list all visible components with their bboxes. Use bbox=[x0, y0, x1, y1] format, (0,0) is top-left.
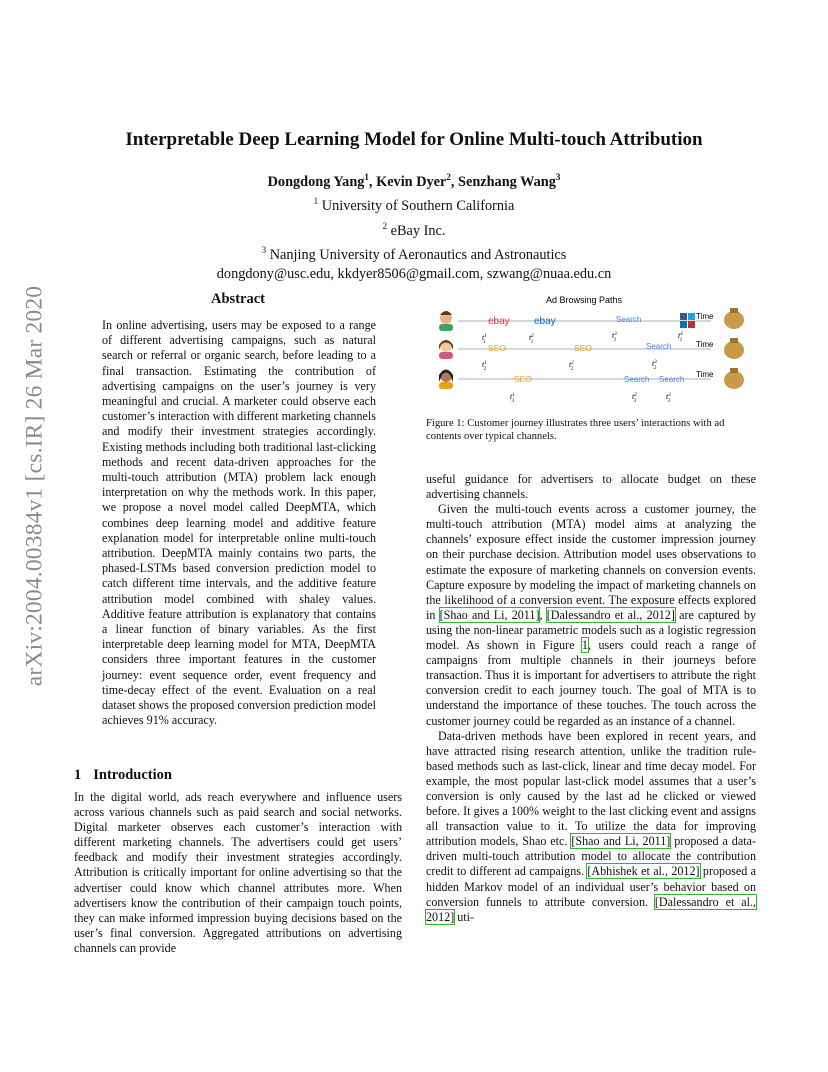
affiliation-mark: 2 bbox=[382, 220, 388, 231]
text-run: proposed a hidden Markov model of an individual user’s behavior based on conversion funnels to attribute conversion. bbox=[426, 864, 756, 909]
paragraph: useful guidance for advertisers to allocate budget on these advertising channels. bbox=[426, 472, 756, 502]
seo-icon: SEO bbox=[514, 374, 532, 384]
figure-ad-browsing-paths bbox=[426, 290, 756, 410]
user-avatar-icon bbox=[439, 340, 453, 359]
section-number: 1 bbox=[74, 767, 82, 783]
touch-label: $t^1$ 1 bbox=[482, 333, 487, 345]
money-bag-icon bbox=[724, 368, 744, 389]
text-run: proposed a data-driven multi-touch attribution model to allocate the contribution credit to different ad campaigns. bbox=[426, 834, 756, 879]
text-run: , users could reach a range of campaigns from multiple channels in their journeys before transaction. Thus it is important for advertisers to attribute the right conversion credit to each journey touch. The goal of MTA is to understand the importance of these touches. The touch across the customer journey could be regarded as an instance of a channel. bbox=[426, 638, 756, 728]
affiliation-mark: 1 bbox=[364, 172, 369, 182]
money-bag-icon bbox=[724, 338, 744, 359]
seo-icon: SEO bbox=[488, 343, 506, 353]
touch-label: $t^3$ 1 bbox=[612, 331, 617, 343]
affiliation-line bbox=[60, 241, 768, 265]
text-run: Data-driven methods have been explored in recent years, and have attracted rising research attention, unlike the tradition rule-based methods such as last-click, linear and time decay model. For example, the most popular last-click model assumes that a user’s conversion is only caused by the last ad he clicked or viewed before. It gives a 100% weight to the last clicking event and assigns all transaction value to it. To utilize the data for improving attribution models, Shao etc. bbox=[426, 728, 756, 849]
figure-caption: Figure 1: Customer journey illustrates three users’ interactions with ad contents over typical channels. bbox=[426, 418, 725, 443]
affiliation-text: eBay Inc. bbox=[390, 222, 446, 239]
ebay-icon: ebay bbox=[488, 316, 510, 327]
affiliation-mark: 3 bbox=[261, 245, 267, 256]
citation-link[interactable]: [Shao and Li, 2011] bbox=[439, 607, 540, 622]
touch-label: $t^1$ 3 bbox=[510, 392, 515, 404]
affiliation-mark: 2 bbox=[446, 172, 451, 182]
affiliation-mark: 1 bbox=[313, 196, 319, 207]
citation-link[interactable]: [Dalessandro et al., 2012] bbox=[426, 894, 756, 924]
touch-label: $t^3$ 3 bbox=[666, 392, 671, 404]
citation-link[interactable]: [Shao and Li, 2011] bbox=[571, 834, 671, 849]
touch-label: $t^2$ 3 bbox=[632, 392, 637, 404]
citation-link[interactable]: [Abhishek et al., 2012] bbox=[587, 864, 700, 879]
paper-title: Interpretable Deep Learning Model for Online Multi-touch Attribution bbox=[125, 129, 703, 150]
author-names: Dongdong Yang$^1$, Kevin Dyer$^2$, Senzhang Wang$^3$ bbox=[267, 172, 561, 190]
arxiv-id-text: arXiv:2004.00384v1 [cs.IR] 26 Mar 2020 bbox=[21, 285, 48, 687]
time-label: Time bbox=[696, 312, 714, 321]
money-bag-icon bbox=[724, 308, 744, 329]
abstract-heading: Abstract bbox=[211, 291, 265, 307]
text-run: Given the multi-touch events across a customer journey, the multi-touch attribution (MTA) model aims at analyzing the channels’ exposure effect inside the customer impression journey on their purchase decision. Attribution model uses observations to estimate the exposure of marketing channels on conversion events. Capture exposure by modeling the impact of marketing channels on the likelihood of a conversion event. The exposure effects explored in bbox=[426, 502, 756, 622]
section-heading-introduction bbox=[74, 767, 172, 784]
affiliation-mark: 3 bbox=[555, 172, 561, 182]
author-name: Kevin Dyer bbox=[376, 173, 447, 190]
citation-link[interactable]: [Dalessandro et al., 2012] bbox=[546, 607, 675, 622]
author-name: Senzhang Wang bbox=[458, 173, 556, 190]
touch-label: $t^4$ 1 bbox=[678, 331, 683, 343]
text-run: uti- bbox=[454, 909, 475, 924]
paragraph bbox=[426, 502, 756, 728]
search-icon: Search bbox=[659, 375, 685, 384]
section-title: Introduction bbox=[93, 767, 172, 783]
user-avatar-icon bbox=[439, 370, 453, 390]
user-avatar-icon bbox=[439, 311, 453, 331]
diagram-heading: Ad Browsing Paths bbox=[545, 295, 623, 305]
introduction-text: In the digital world, ads reach everywhere and influence users across various channels such as paid search and social networks. Digital marketer observes each customer’s interaction with different marketing channels. The advertisers could get users’ feedback and modify their investment strategies accordingly. Attribution is critically important for online advertising so that the advertiser could know which channel attributes more. When advertisers know the contribution of their campaign touch points, they can make informed impression buying decisions based on the user’s final conversion. Aggregated attributions on advertising channels can provide bbox=[74, 790, 402, 955]
text-run: , bbox=[539, 607, 547, 622]
affiliation-text: Nanjing University of Aeronautics and Astronautics bbox=[269, 246, 567, 263]
seo-icon: SEO bbox=[574, 343, 592, 353]
affiliation-text: University of Southern California bbox=[321, 198, 515, 215]
text-run: are captured by using the non-linear parametric models such as a logistic regression model. As shown in Figure bbox=[426, 607, 756, 653]
affiliation-line bbox=[60, 192, 768, 216]
author-block bbox=[60, 168, 768, 285]
touch-label: $t^2$ 2 bbox=[569, 360, 574, 372]
search-icon: Search bbox=[624, 375, 650, 384]
touch-label: $t^3$ 2 bbox=[652, 359, 657, 371]
time-label: Time bbox=[696, 370, 714, 379]
ebay-icon: ebay bbox=[534, 316, 556, 327]
time-label: Time bbox=[696, 340, 714, 349]
abstract-text: In online advertising, users may be exposed to a range of different advertising campaigns, such as natural search or referral or organic search, before leading to a final transaction. Estimating the contribution of advertising campaigns on the user’s journey is very meaningful and crucial. A marketer could observe each customer’s interaction with different marketing channels and modify their investment strategies accordingly. Existing methods including both traditional last-clicking methods and recent data-driven approaches for the multi-touch attribution (MTA) problem lack enough interpretation on why the methods work. In this paper, we propose a novel model called DeepMTA, which combines deep learning model and additive feature explanation model for interpretable online multi-touch attribution. DeepMTA mainly contains two parts, the phased-LSTMs based conversion prediction model to catch different time intervals, and the additive feature attribution model combined with shaley values. Additive feature attribution is explanatory that contains a linear function of binary variables. As the first interpretable deep learning model for MTA, DeepMTA considers three important features in the customer journey: event sequence order, event frequency and time-decay effect of the event. Evaluation on a real dataset shows the proposed conversion prediction model achieves 91% accuracy. bbox=[102, 318, 376, 728]
search-icon: Search bbox=[646, 342, 672, 351]
author-name: Dongdong Yang bbox=[267, 173, 365, 190]
search-icon: Search bbox=[616, 315, 642, 324]
arxiv-identifier-stamp bbox=[20, 285, 50, 687]
figure-link[interactable]: 1 bbox=[581, 638, 588, 653]
touch-label: $t^2$ 1 bbox=[529, 333, 534, 345]
author-emails: dongdony@usc.edu, kkdyer8506@gmail.com, szwang@nuaa.edu.cn bbox=[216, 266, 612, 283]
affiliation-line bbox=[60, 217, 768, 241]
social-icons bbox=[680, 313, 695, 328]
journey-diagram bbox=[426, 290, 756, 410]
right-column-body bbox=[426, 472, 756, 925]
paragraph bbox=[426, 729, 756, 925]
touch-label: $t^1$ 2 bbox=[482, 360, 487, 372]
